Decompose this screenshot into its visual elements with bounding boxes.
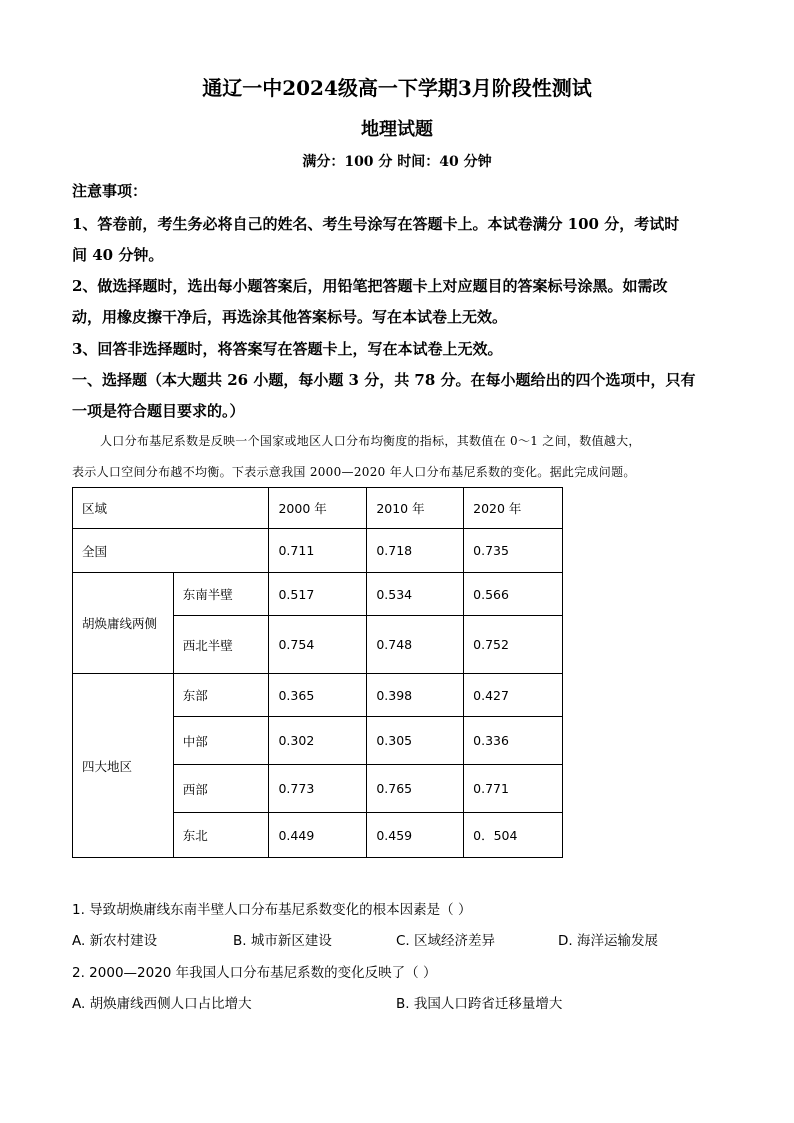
- header-year-2000: 2000 年: [269, 488, 367, 529]
- table-cell: 0.566: [464, 573, 563, 616]
- group-label-hu-line: 胡焕庸线两侧: [73, 573, 174, 674]
- question-1-option-a: A. 新农村建设: [72, 933, 158, 949]
- row-label-northeast: 东北: [173, 813, 269, 858]
- table-cell: 0.748: [367, 616, 464, 674]
- header-region: 区域: [73, 488, 269, 529]
- row-label-national: 全国: [73, 529, 269, 573]
- table-cell: 0.449: [269, 813, 367, 858]
- material-line-2: 表示人口空间分布越不均衡。下表示意我国 2000—2020 年人口分布基尼系数的变化。据此完成问题。: [72, 465, 636, 479]
- table-header-row: [73, 488, 563, 529]
- table-cell: 0．504: [464, 813, 563, 858]
- row-label-east: 东部: [173, 674, 269, 717]
- table-cell: 0.735: [464, 529, 563, 573]
- table-cell: 0.718: [367, 529, 464, 573]
- header-year-2020: 2020 年: [464, 488, 563, 529]
- table-cell: 0.754: [269, 616, 367, 674]
- table-cell: 0.771: [464, 765, 563, 813]
- table-cell: 0.773: [269, 765, 367, 813]
- table-cell: 0.365: [269, 674, 367, 717]
- notice-heading: 注意事项：: [72, 182, 148, 200]
- table-row-southeast: [73, 573, 563, 616]
- section-1-heading-line-2: 一项是符合题目要求的。）: [72, 402, 245, 420]
- question-1-option-b: B. 城市新区建设: [233, 933, 332, 949]
- notice-item-2-line-2: 动，用橡皮擦干净后，再选涂其他答案标号。写在本试卷上无效。: [72, 308, 508, 326]
- table-cell: 0.765: [367, 765, 464, 813]
- table-cell: 0.398: [367, 674, 464, 717]
- section-1-heading-line-1: 一、选择题（本大题共 26 小题，每小题 3 分，共 78 分。在每小题给出的四个选项中，只有: [72, 371, 696, 389]
- table-cell: 0.534: [367, 573, 464, 616]
- table-cell: 0.336: [464, 717, 563, 765]
- exam-title: 通辽一中2024级高一下学期3月阶段性测试: [202, 76, 592, 100]
- question-1-stem: 1. 导致胡焕庸线东南半壁人口分布基尼系数变化的根本因素是（ ）: [72, 902, 472, 918]
- table-cell: 0.427: [464, 674, 563, 717]
- table-cell: 0.302: [269, 717, 367, 765]
- question-2-option-a: A. 胡焕庸线西侧人口占比增大: [72, 996, 252, 1012]
- material-line-1: 人口分布基尼系数是反映一个国家或地区人口分布均衡度的指标，其数值在 0～1 之间，数值越大，: [100, 434, 641, 448]
- header-year-2010: 2010 年: [367, 488, 464, 529]
- group-label-four-regions: 四大地区: [73, 674, 174, 858]
- table-cell: 0.752: [464, 616, 563, 674]
- question-1-option-c: C. 区域经济差异: [396, 933, 496, 949]
- row-label-central: 中部: [173, 717, 269, 765]
- row-label-west: 西部: [173, 765, 269, 813]
- table-cell: 0.305: [367, 717, 464, 765]
- subject-title: 地理试题: [361, 119, 433, 140]
- question-2-stem: 2. 2000—2020 年我国人口分布基尼系数的变化反映了（ ）: [72, 965, 437, 981]
- notice-item-1-line-1: 1、答卷前，考生务必将自己的姓名、考生号涂写在答题卡上。本试卷满分 100 分，考试时: [72, 215, 680, 233]
- notice-item-3: 3、回答非选择题时，将答案写在答题卡上，写在本试卷上无效。: [72, 340, 503, 358]
- table-row-national: [73, 529, 563, 573]
- table-cell: 0.517: [269, 573, 367, 616]
- row-label-northwest: 西北半壁: [173, 616, 269, 674]
- gini-coefficient-table: [72, 487, 563, 858]
- table-cell: 0.711: [269, 529, 367, 573]
- notice-item-1-line-2: 间 40 分钟。: [72, 246, 164, 264]
- score-time-line: 满分：100 分 时间：40 分钟: [302, 154, 492, 170]
- row-label-southeast: 东南半壁: [173, 573, 269, 616]
- notice-item-2-line-1: 2、做选择题时，选出每小题答案后，用铅笔把答题卡上对应题目的答案标号涂黑。如需改: [72, 277, 668, 295]
- question-1-option-d: D. 海洋运输发展: [558, 933, 658, 949]
- question-2-option-b: B. 我国人口跨省迁移量增大: [396, 996, 563, 1012]
- table-row-east: [73, 674, 563, 717]
- table-cell: 0.459: [367, 813, 464, 858]
